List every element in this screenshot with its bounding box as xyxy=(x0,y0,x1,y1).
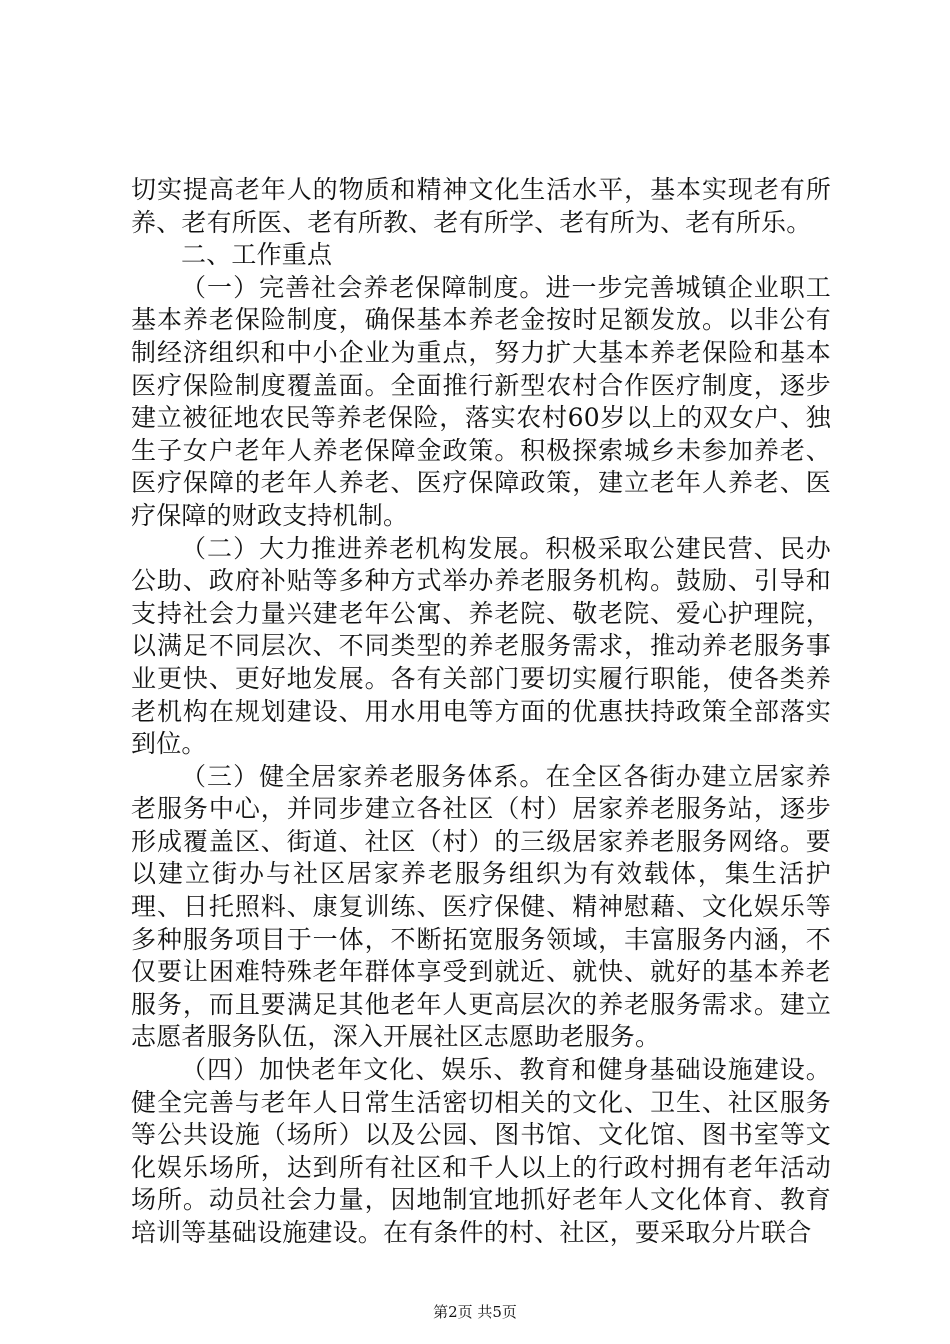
document-body xyxy=(131,174,831,1250)
paragraph: （四）加快老年文化、娱乐、教育和健身基础设施建设。健全完善与老年人日常生活密切相关的文化、卫生、社区服务等公共设施（场所）以及公园、图书馆、文化馆、图书室等文化娱乐场所，达到所有社区和千人以上的行政村拥有老年活动场所。动员社会力量，因地制宜地抓好老年人文化体育、教育培训等基础设施建设。在有条件的村、社区，要采取分片联合 xyxy=(131,1055,831,1247)
page-footer: 第2页 共5页 xyxy=(433,1303,517,1321)
paragraph: （二）大力推进养老机构发展。积极采取公建民营、民办公助、政府补贴等多种方式举办养老服务机构。鼓励、引导和支持社会力量兴建老年公寓、养老院、敬老院、爱心护理院，以满足不同层次、不同类型的养老服务需求，推动养老服务事业更快、更好地发展。各有关部门要切实履行职能，使各类养老机构在规划建设、用水用电等方面的优惠扶持政策全部落实到位。 xyxy=(131,533,831,759)
section-heading: 二、工作重点 xyxy=(181,240,333,270)
paragraph: （一）完善社会养老保障制度。进一步完善城镇企业职工基本养老保险制度，确保基本养老金按时足额发放。以非公有制经济组织和中小企业为重点，努力扩大基本养老保险和基本医疗保险制度覆盖面。全面推行新型农村合作医疗制度，逐步建立被征地农民等养老保险，落实农村60岁以上的双女户、独生子女户老年人养老保障金政策。积极探索城乡未参加养老、医疗保障的老年人养老、医疗保障政策，建立老年人养老、医疗保障的财政支持机制。 xyxy=(131,272,831,530)
paragraph: （三）健全居家养老服务体系。在全区各街办建立居家养老服务中心，并同步建立各社区（村）居家养老服务站，逐步形成覆盖区、街道、社区（村）的三级居家养老服务网络。要以建立街办与社区居家养老服务组织为有效载体，集生活护理、日托照料、康复训练、医疗保健、精神慰藉、文化娱乐等多种服务项目于一体，不断拓宽服务领域，丰富服务内涵，不仅要让困难特殊老年群体享受到就近、就快、就好的基本养老服务，而且要满足其他老年人更高层次的养老服务需求。建立志愿者服务队伍，深入开展社区志愿助老服务。 xyxy=(131,761,831,1052)
paragraph: 切实提高老年人的物质和精神文化生活水平，基本实现老有所养、老有所医、老有所教、老有所学、老有所为、老有所乐。 xyxy=(131,175,831,237)
